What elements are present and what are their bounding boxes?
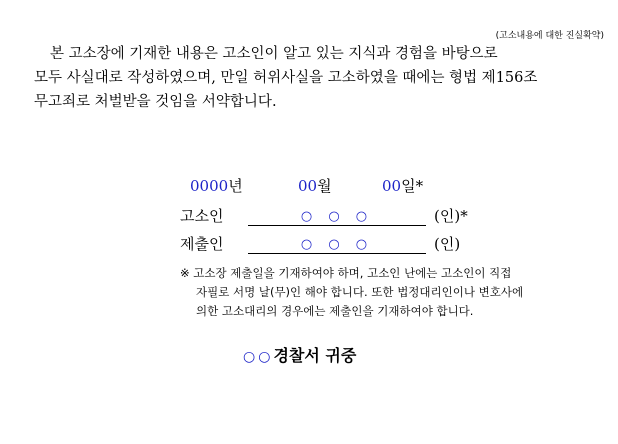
year-suffix: 년	[228, 177, 243, 195]
oath-line: 무고죄로 처벌받을 것임을 서약합니다.	[34, 94, 277, 110]
complainant-seal: (인)*	[434, 207, 468, 225]
submitter-signature-row	[180, 233, 460, 254]
oath-line: 본 고소장에 기재한 내용은 고소인이 알고 있는 지식과 경험을 바탕으로	[50, 46, 498, 62]
complainant-signature-row	[180, 205, 468, 226]
submitter-name: ○ ○ ○	[300, 237, 374, 252]
notice-block	[180, 264, 560, 321]
year-value: 0000	[190, 177, 229, 195]
oath-paragraph	[34, 42, 602, 114]
notice-line: 자필로 서명 날(무)인 해야 합니다. 또한 법정대리인이나 변호사에	[196, 285, 524, 299]
police-station-placeholder: ○○	[243, 349, 274, 365]
submitter-label: 제출인	[180, 235, 224, 253]
submitter-name-field[interactable]	[248, 233, 426, 254]
header-note: (고소내용에 대한 진실확약)	[495, 31, 604, 41]
day-suffix: 일*	[401, 177, 424, 195]
recipient-line	[243, 343, 356, 366]
notice-line: ※ 고소장 제출일을 기재하여야 하며, 고소인 난에는 고소인이 직접	[180, 266, 512, 280]
date-month	[298, 175, 382, 196]
submitter-seal: (인)	[434, 235, 461, 253]
recipient-text: 경찰서 귀중	[273, 346, 357, 365]
complainant-name: ○ ○ ○	[300, 209, 374, 224]
day-value: 00	[382, 177, 402, 195]
notice-line: 의한 고소대리의 경우에는 제출인을 기재하여야 합니다.	[196, 304, 474, 318]
month-value: 00	[298, 177, 318, 195]
complainant-name-field[interactable]	[248, 205, 426, 226]
complainant-label: 고소인	[180, 207, 224, 225]
date-year	[190, 175, 298, 196]
month-suffix: 월	[317, 177, 332, 195]
date-row	[190, 175, 423, 196]
date-day	[382, 175, 423, 196]
oath-line: 모두 사실대로 작성하였으며, 만일 허위사실을 고소하였을 때에는 형법 제156조	[34, 70, 538, 86]
